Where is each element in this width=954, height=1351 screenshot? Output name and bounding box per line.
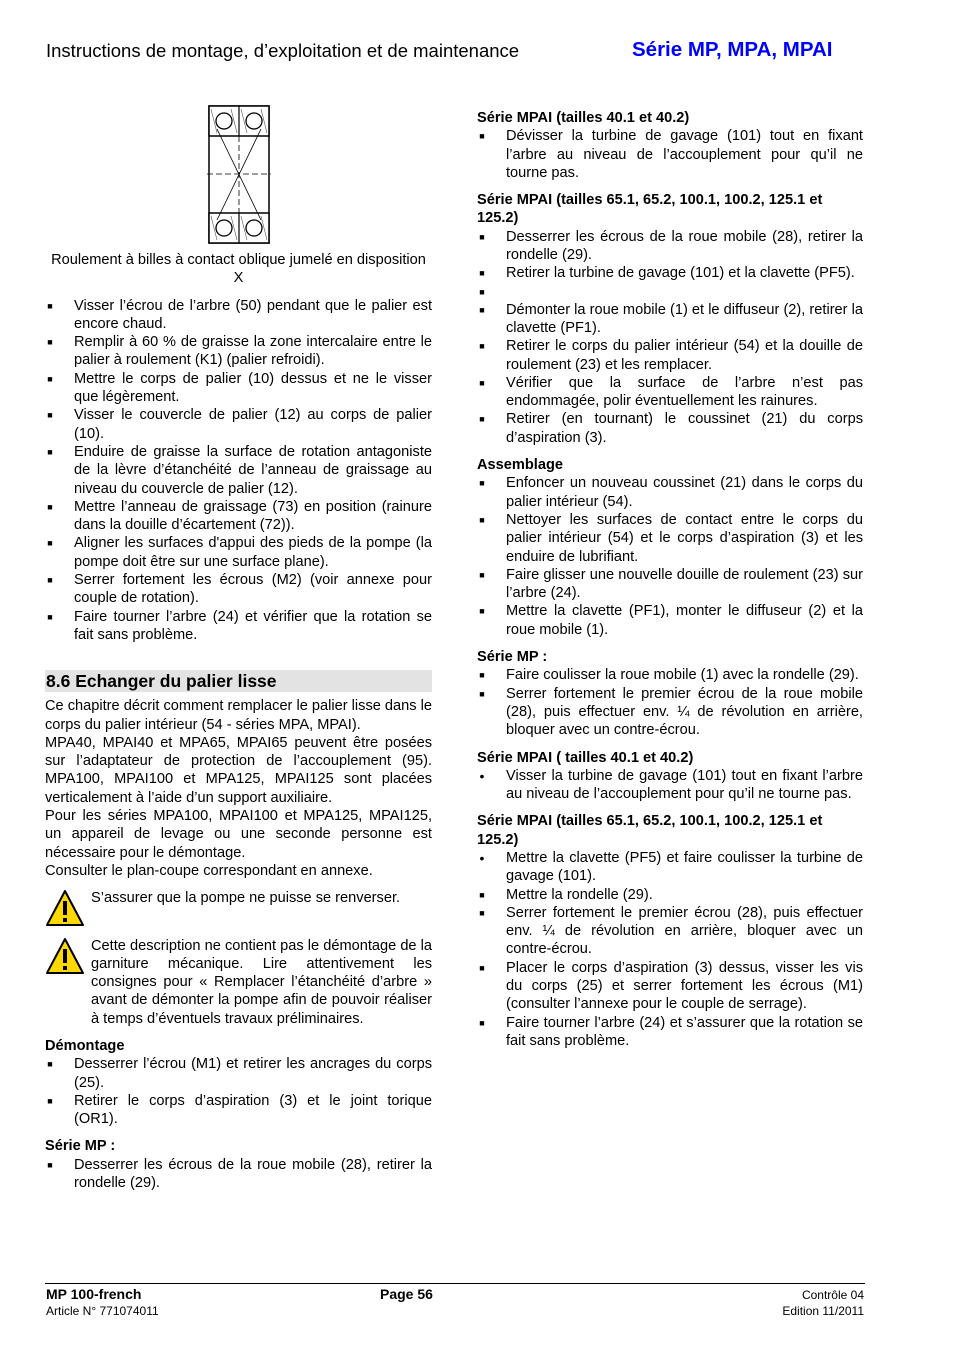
subheading-demontage: Démontage (45, 1037, 125, 1054)
mpai-small-list (477, 127, 863, 182)
list-item: ■ Mettre l’anneau de graissage (73) en position (rainure dans la douille d’écartement (72)). (47, 498, 432, 534)
warning-icon (45, 937, 85, 975)
figure-caption: Roulement à billes à contact oblique jumelé en disposition X (51, 252, 426, 287)
subheading-serie-mp: Série MP : (45, 1138, 116, 1155)
subheading-assemblage: Assemblage (477, 457, 563, 474)
mpai-small-list (477, 767, 863, 804)
section-heading: 8.6 Echanger du palier lisse (45, 670, 432, 692)
subheading-serie-mp: Série MP : (477, 649, 548, 666)
subheading-mpai-small: Série MPAI (tailles 40.1 et 40.2) (477, 110, 690, 126)
mpai-large-list (477, 849, 863, 1050)
intro-paragraph: Ce chapitre décrit comment remplacer le palier lisse dans le corps du palier intérieur (54 - séries MPA, MPAI). (45, 698, 432, 733)
reassembly-list (45, 297, 432, 645)
list-item: ■ Placer le corps d’aspiration (3) dessus, visser les vis du corps (25) et serrer fortement les écrous (M1) (consulter l’annexe pour le couple de serrage). (479, 959, 863, 1013)
subheading-mpai-large: Série MPAI (tailles 65.1, 65.2, 100.1, 100.2, 125.1 et 125.2) (477, 813, 823, 848)
list-item: ■ Serrer fortement le premier écrou (28), puis effectuer env. ¼ de révolution en arrière, bloquer avec un contre-écrou. (479, 904, 863, 958)
list-item: ■ Serrer fortement les écrous (M2) (voir annexe pour couple de rotation). (47, 572, 432, 607)
list-item: • Visser la turbine de gavage (101) tout en fixant l’arbre au niveau de l’accouplement pour qu’il ne tourne pas. (479, 767, 863, 803)
list-item: ■ Retirer le corps d’aspiration (3) et le joint torique (OR1). (47, 1092, 432, 1128)
list-item: ■ Faire glisser une nouvelle douille de roulement (23) sur l’arbre (24). (479, 566, 863, 602)
list-item: ■ Enfoncer un nouveau coussinet (21) dans le corps du palier intérieur (54). (479, 475, 863, 510)
serie-mp-list (477, 666, 863, 739)
warning-block (45, 937, 432, 1028)
list-item: ■ Aligner les surfaces d'appui des pieds de la pompe (la pompe doit être sur une surface plane). (47, 535, 432, 570)
list-item: ■ Visser l’écrou de l’arbre (50) pendant que le palier est encore chaud. (47, 297, 432, 332)
subheading-mpai-small: Série MPAI ( tailles 40.1 et 40.2) (477, 749, 694, 766)
footer-page-number: Page 56 (380, 1286, 433, 1302)
list-item: ■ Enduire de graisse la surface de rotation antagoniste de la lèvre d’étanchéité de l’anneau de graissage au niveau du couvercle de palier (12). (47, 443, 432, 497)
footer-edition: Edition 11/2011 (782, 1304, 864, 1318)
list-item: ■ Faire tourner l’arbre (24) et vérifier que la rotation se fait sans problème. (47, 608, 432, 643)
list-item: ■ Dévisser la turbine de gavage (101) tout en fixant l’arbre au niveau de l’accouplement pour qu’il ne tourne pas. (479, 128, 863, 181)
warning-text: Cette description ne contient pas le démontage de la garniture mécanique. Lire attentivement les consignes pour « Remplacer l’étanchéité d’arbre » avant de démonter la pompe afin de pouvoir réaliser à temps d’éventuels travaux préliminaires. (91, 937, 432, 1027)
document-title: Instructions de montage, d’exploitation et de maintenance (46, 40, 520, 61)
list-item: ■ Visser le couvercle de palier (12) au corps de palier (10). (47, 407, 432, 442)
list-item: ■ Mettre le corps de palier (10) dessus et ne le visser que légèrement. (47, 370, 432, 406)
assemblage-list (477, 474, 863, 639)
footer-divider (45, 1283, 865, 1284)
list-item: ■ Démonter la roue mobile (1) et le diffuseur (2), retirer la clavette (PF1). (479, 301, 863, 336)
left-column (45, 105, 432, 1192)
list-item: ■ Desserrer l’écrou (M1) et retirer les ancrages du corps (25). (47, 1056, 432, 1091)
warning-block (45, 889, 432, 907)
footer-document-name: MP 100-french (46, 1286, 142, 1302)
demontage-list (45, 1055, 432, 1128)
list-item: ■ Faire coulisser la roue mobile (1) avec la rondelle (29). (479, 667, 859, 684)
angular-contact-bearing-drawing (207, 105, 271, 245)
bearing-figure (45, 105, 432, 288)
list-item: ■ Mettre la rondelle (29). (479, 886, 653, 903)
mpai-large-list (477, 228, 863, 447)
list-item: ■ Retirer (en tournant) le coussinet (21) du corps d’aspiration (3). (479, 411, 863, 446)
list-item: ■ Nettoyer les surfaces de contact entre le corps du palier intérieur (54) et le corps d’aspiration (3) et les enduire de lubrifiant. (479, 511, 863, 565)
list-item: ■ Vérifier que la surface de l’arbre n’est pas endommagée, polir éventuellement les rainures. (479, 374, 863, 410)
list-item: ■ Faire tourner l’arbre (24) et s’assurer que la rotation se fait sans problème. (479, 1014, 863, 1049)
intro-paragraph: Consulter le plan-coupe correspondant en annexe. (45, 862, 373, 879)
list-item: ■ Remplir à 60 % de graisse la zone intercalaire entre le palier à roulement (K1) (palier refroidi). (47, 334, 432, 369)
list-item: ■ Mettre la clavette (PF1), monter le diffuseur (2) et la roue mobile (1). (479, 603, 863, 638)
list-item: ■ Serrer fortement le premier écrou de la roue mobile (28), puis effectuer env. ¼ de révolution en arrière, bloquer avec un contre-écrou. (479, 685, 863, 739)
list-item: ■ (479, 286, 485, 297)
series-title: Série MP, MPA, MPAI (632, 38, 833, 61)
warning-text: S’assurer que la pompe ne puisse se renverser. (91, 890, 401, 907)
warning-icon (45, 889, 85, 927)
list-item: ■ Retirer la turbine de gavage (101) et la clavette (PF5). (479, 265, 855, 282)
list-item: • Mettre la clavette (PF5) et faire coulisser la turbine de gavage (101). (479, 849, 863, 885)
intro-paragraph: MPA40, MPAI40 et MPA65, MPAI65 peuvent être posées sur l’adaptateur de protection de l’accouplement (95). MPA100, MPAI100 et MPA125, MPAI125 sont placées verticalement à l’aide d’un support auxiliaire. (45, 734, 432, 806)
serie-mp-list (45, 1156, 432, 1193)
subheading-mpai-large: Série MPAI (tailles 65.1, 65.2, 100.1, 100.2, 125.1 et 125.2) (477, 192, 823, 227)
intro-paragraph: Pour les séries MPA100, MPAI100 et MPA125, MPAI125, un appareil de levage ou une seconde personne est nécessaire pour le démontage. (45, 808, 432, 861)
list-item: ■ Desserrer les écrous de la roue mobile (28), retirer la rondelle (29). (47, 1156, 432, 1192)
footer-article-number: Article N° 771074011 (46, 1304, 159, 1318)
list-item: ■ Retirer le corps du palier intérieur (54) et la douille de roulement (23) et les remplacer. (479, 338, 863, 373)
right-column (477, 109, 863, 1050)
list-item: ■ Desserrer les écrous de la roue mobile (28), retirer la rondelle (29). (479, 228, 863, 264)
footer-control: Contrôle 04 (801, 1288, 864, 1302)
